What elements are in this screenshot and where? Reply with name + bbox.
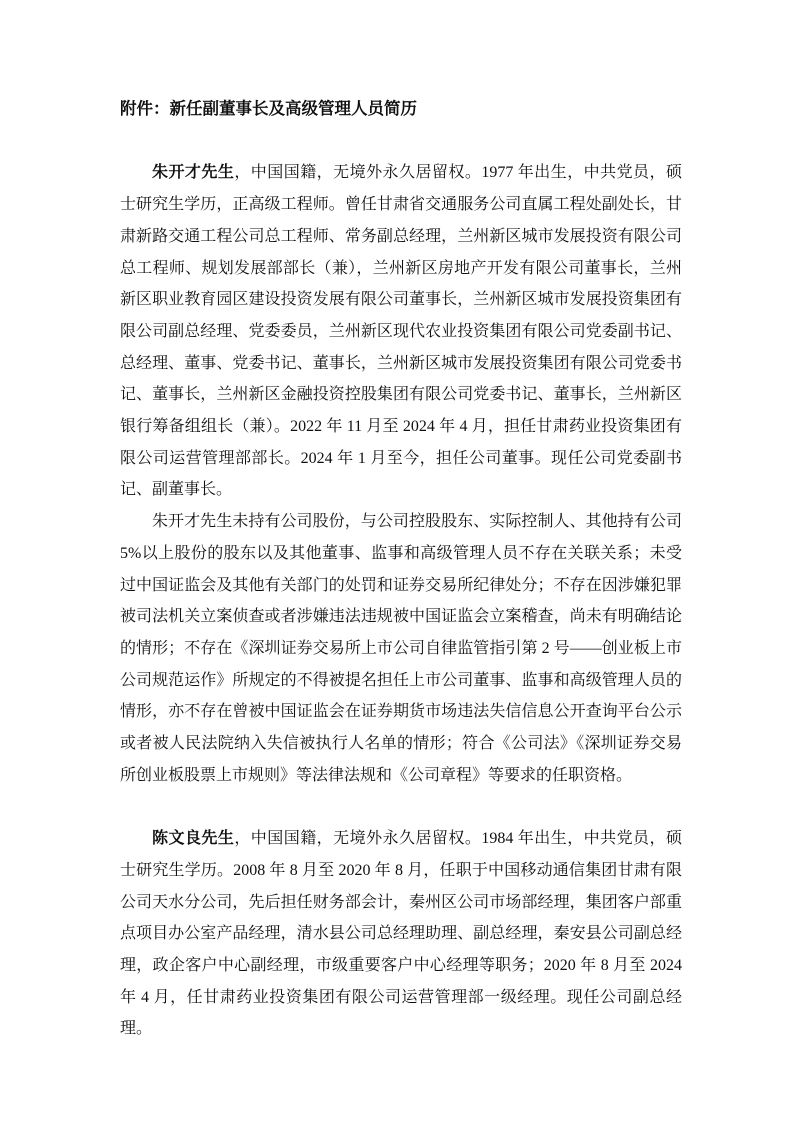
document-title: 附件：新任副董事长及高级管理人员简历 (120, 100, 417, 118)
paragraph-chen-biography (120, 823, 682, 1045)
person-name-zhu: 朱开才先生 (152, 164, 235, 182)
paragraph-zhu-compliance-text: 朱开才先生未持有公司股份，与公司控股股东、实际控制人、其他持有公司5%以上股份的股东以及其他董事、监事和高级管理人员不存在关联关系；未受过中国证监会及其他有关部门的处罚和证券交易所纪律处分；不存在因涉嫌犯罪被司法机关立案侦查或者涉嫌违法违规被中国证监会立案稽查，尚未有明确结论的情形；不存在《深圳证券交易所上市公司自律监管指引第 2 号——创业板上市公司规范运作》所规定的不得被提名担任上市公司董事、监事和高级管理人员的情形，亦不存在曾被中国证监会在证券期货市场违法失信信息公开查询平台公示或者被人民法院纳入失信被执行人名单的情形；符合《公司法》《深圳证券交易所创业板股票上市规则》等法律法规和《公司章程》等要求的任职资格。 (120, 513, 682, 784)
paragraph-zhu-compliance (120, 506, 682, 791)
paragraph-zhu-biography (120, 157, 682, 506)
document-content (120, 94, 682, 1045)
paragraph-zhu-biography-text: ，中国国籍，无境外永久居留权。1977 年出生，中共党员，硕士研究生学历，正高级工程师。曾任甘肃省交通服务公司直属工程处副处长，甘肃新路交通工程公司总工程师、常务副总经理，兰州新区城市发展投资有限公司总工程师、规划发展部部长（兼），兰州新区房地产开发有限公司董事长，兰州新区职业教育园区建设投资发展有限公司董事长，兰州新区城市发展投资集团有限公司副总经理、党委委员，兰州新区现代农业投资集团有限公司党委副书记、总经理、董事、党委书记、董事长，兰州新区城市发展投资集团有限公司党委书记、董事长，兰州新区金融投资控股集团有限公司党委书记、董事长，兰州新区银行筹备组组长（兼）。2022 年 11 月至 2024 年 4 月，担任甘肃药业投资集团有限公司运营管理部部长。2024 年 1 月至今，担任公司董事。现任公司党委副书记、副董事长。 (120, 164, 682, 499)
person-name-chen: 陈文良先生 (152, 830, 235, 848)
paragraph-chen-biography-text: ，中国国籍，无境外永久居留权。1984 年出生，中共党员，硕士研究生学历。2008 年 8 月至 2020 年 8 月，任职于中国移动通信集团甘肃有限公司天水分公司，先后担任财务部会计，秦州区公司市场部经理，集团客户部重点项目办公室产品经理，清水县公司总经理助理、副总经理，秦安县公司副总经理，政企客户中心副经理，市级重要客户中心经理等职务；2020 年 8 月至 2024 年 4 月，任甘肃药业投资集团有限公司运营管理部一级经理。现任公司副总经理。 (120, 830, 682, 1038)
